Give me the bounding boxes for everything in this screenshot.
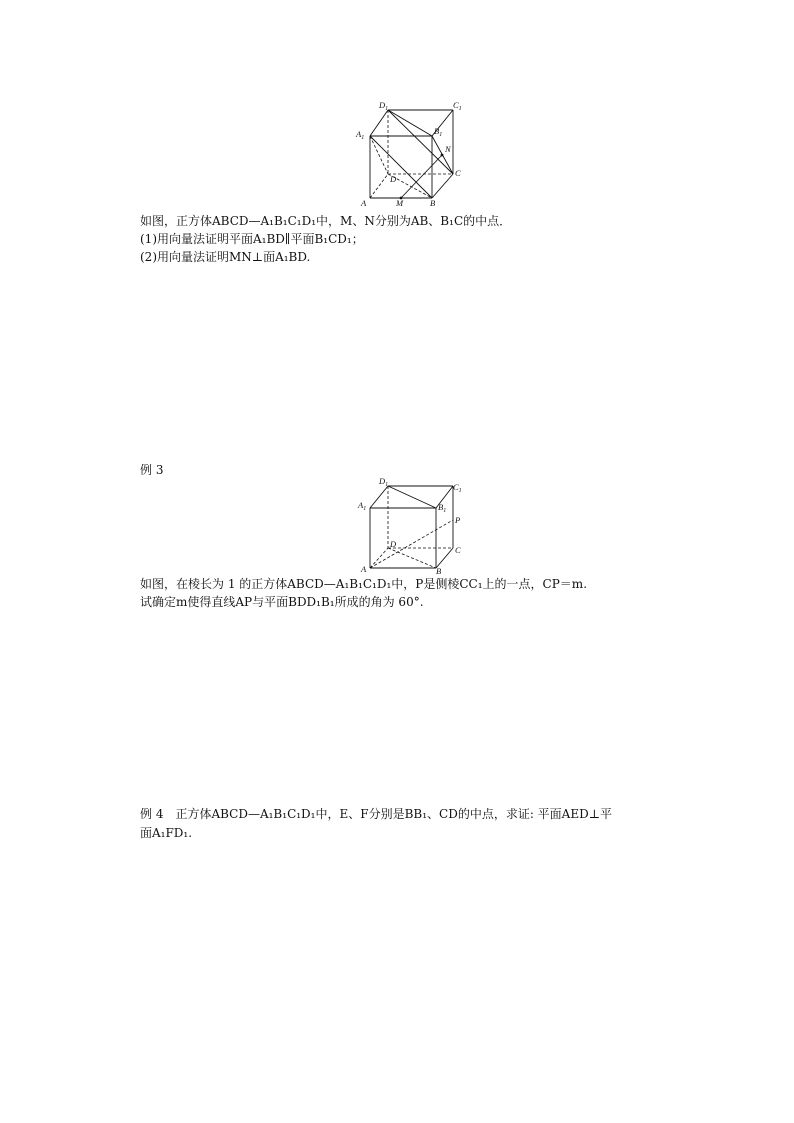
example3-heading: 例 3 [140, 463, 164, 477]
label-A1: $A_1$ [356, 129, 365, 141]
cube-figure-1 [350, 98, 470, 210]
example4-line2: 面A₁FD₁. [140, 826, 193, 840]
label-D: D [390, 539, 397, 549]
label-M: M [396, 198, 404, 208]
label-N: N [445, 144, 451, 154]
label-D: D [390, 174, 397, 184]
label-C1: $C_1$ [453, 100, 462, 112]
label-P: P [455, 515, 461, 525]
label-A: A [361, 564, 367, 574]
label-B: B [436, 566, 442, 576]
label-A1: $A_1$ [358, 500, 367, 512]
example3-line1: 如图，在棱长为 1 的正方体ABCD—A₁B₁C₁D₁中，P是侧棱CC₁上的一点，CP＝m. [140, 577, 588, 591]
label-A: A [361, 198, 367, 208]
problem2-statement: 如图，正方体ABCD—A₁B₁C₁D₁中，M、N分别为AB、B₁C的中点． [140, 214, 512, 228]
problem2-part2: (2)用向量法证明MN⊥面A₁BD. [140, 250, 311, 264]
cube-figure-2 [350, 476, 470, 576]
label-B1: $B_1$ [434, 126, 443, 138]
label-C: C [455, 545, 461, 555]
label-B: B [430, 198, 436, 208]
label-C: C [455, 168, 461, 178]
label-C1: $C_1$ [453, 482, 462, 494]
example4-line1: 例 4 正方体ABCD—A₁B₁C₁D₁中，E、F分别是BB₁、CD的中点，求证: 平面AED⊥平 [140, 807, 613, 821]
label-D1: $D_1$ [379, 476, 389, 488]
problem2-part1: (1)用向量法证明平面A₁BD∥平面B₁CD₁； [140, 232, 364, 246]
example3-line2: 试确定m使得直线AP与平面BDD₁B₁所成的角为 60°. [140, 595, 424, 609]
label-D1: $D_1$ [379, 100, 389, 112]
label-B1: $B_1$ [438, 502, 447, 514]
